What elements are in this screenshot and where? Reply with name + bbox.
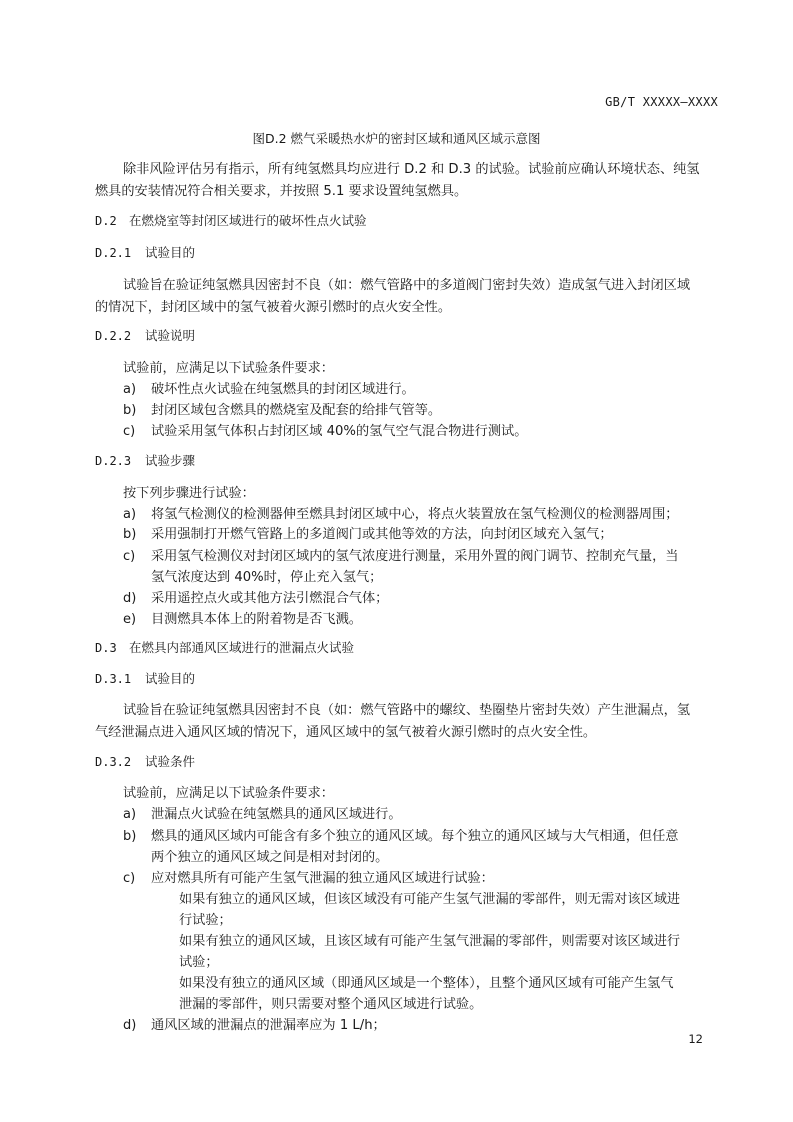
list-text: 采用遥控点火或其他方法引燃混合气体； (151, 591, 389, 606)
list-text: 泄漏点火试验在纯氢燃具的通风区域进行。 (151, 807, 402, 822)
list-label: a) (123, 807, 137, 822)
list-label: b) (123, 829, 137, 844)
list-label: c) (123, 871, 136, 886)
intro-line-1: 除非风险评估另有指示，所有纯氢燃具均应进行 D.2 和 D.3 的试验。试验前应确认环境状态、纯氢 (123, 162, 700, 177)
section-heading-d3 (95, 638, 354, 656)
paragraph-line: 气经泄漏点进入通风区域的情况下，通风区域中的氢气被着火源引燃时的点火安全性。 (95, 725, 597, 740)
list-item-continuation: 两个独立的通风区域之间是相对封闭的。 (151, 850, 389, 865)
sub-item-line: 如果有独立的通风区域，但该区域没有可能产生氢气泄漏的零部件，则无需对该区域进 (179, 892, 681, 907)
section-heading-d2 (95, 211, 367, 229)
list-text: 燃具的通风区域内可能含有多个独立的通风区域。每个独立的通风区域与大气相通，但任意 (151, 829, 679, 844)
figure-caption: 图D.2 燃气采暖热水炉的密封区域和通风区域示意图 (252, 131, 541, 146)
list-item (123, 587, 388, 606)
list-item (123, 1014, 386, 1033)
list-text: 目测燃具本体上的附着物是否飞溅。 (151, 612, 362, 627)
list-text: 应对燃具所有可能产生氢气泄漏的独立通风区域进行试验： (151, 871, 494, 886)
sub-item-line: 试验； (179, 955, 219, 970)
list-label: e) (123, 612, 137, 627)
subsection-title: 试验步骤 (145, 453, 196, 468)
subsection-title: 试验条件 (145, 754, 196, 769)
subsection-number: D.3.2 (95, 755, 132, 769)
list-item (123, 803, 402, 822)
list-item (123, 503, 679, 522)
subsection-number: D.2.2 (95, 329, 132, 343)
list-label: a) (123, 382, 137, 397)
list-item (123, 608, 362, 627)
subsection-number: D.2.3 (95, 454, 132, 468)
subsection-title: 试验目的 (145, 245, 196, 260)
list-text: 将氢气检测仪的检测器伸至燃具封闭区域中心，将点火装置放在氢气检测仪的检测器周围； (151, 507, 679, 522)
document-code: GB/T XXXXX—XXXX (605, 95, 718, 109)
section-number: D.2 (95, 214, 117, 228)
list-label: c) (123, 424, 136, 439)
paragraph-line: 试验旨在验证纯氢燃具因密封不良（如：燃气管路中的多道阀门密封失效）造成氢气进入封闭区域 (123, 278, 691, 293)
paragraph-line: 试验前，应满足以下试验条件要求： (123, 786, 334, 801)
list-text: 破坏性点火试验在纯氢燃具的封闭区域进行。 (151, 382, 415, 397)
list-label: d) (123, 1018, 137, 1033)
sub-item-line: 如果有独立的通风区域，且该区域有可能产生氢气泄漏的零部件，则需要对该区域进行 (179, 934, 681, 949)
list-label: b) (123, 527, 137, 542)
list-label: c) (123, 549, 136, 564)
list-item (123, 825, 679, 844)
subsection-title: 试验目的 (145, 671, 196, 686)
paragraph-line: 按下列步骤进行试验： (123, 486, 255, 501)
page-number: 12 (688, 1032, 703, 1046)
list-item (123, 378, 415, 397)
section-title: 在燃烧室等封闭区域进行的破坏性点火试验 (129, 213, 367, 228)
subsection-number: D.2.1 (95, 246, 132, 260)
list-text: 封闭区域包含燃具的燃烧室及配套的给排气管等。 (151, 403, 442, 418)
subsection-heading-d2-2 (95, 326, 195, 344)
subsection-number: D.3.1 (95, 672, 132, 686)
list-text: 通风区域的泄漏点的泄漏率应为 1 L/h； (151, 1018, 386, 1033)
section-title: 在燃具内部通风区域进行的泄漏点火试验 (129, 640, 355, 655)
sub-item-line: 泄漏的零部件，则只需要对整个通风区域进行试验。 (179, 997, 483, 1012)
list-text: 试验采用氢气体积占封闭区域 40%的氢气空气混合物进行测试。 (151, 424, 528, 439)
paragraph-line: 的情况下，封闭区域中的氢气被着火源引燃时的点火安全性。 (95, 300, 452, 315)
subsection-heading-d3-1 (95, 669, 195, 687)
sub-item-line: 如果没有独立的通风区域（即通风区域是一个整体），且整个通风区域有可能产生氢气 (179, 976, 674, 991)
intro-line-2: 燃具的安装情况符合相关要求，并按照 5.1 要求设置纯氢燃具。 (95, 184, 468, 199)
list-text: 采用强制打开燃气管路上的多道阀门或其他等效的方法，向封闭区域充入氢气； (151, 527, 613, 542)
list-label: d) (123, 591, 137, 606)
section-number: D.3 (95, 641, 117, 655)
subsection-heading-d2-1 (95, 243, 195, 261)
subsection-heading-d2-3 (95, 451, 195, 469)
list-item (123, 420, 527, 439)
list-label: a) (123, 507, 137, 522)
list-item (123, 523, 613, 542)
list-item (123, 545, 679, 564)
list-item (123, 399, 441, 418)
list-item-continuation: 氢气浓度达到 40%时，停止充入氢气； (151, 570, 383, 585)
sub-item-line: 行试验； (179, 913, 232, 928)
list-item (123, 867, 494, 886)
paragraph-line: 试验旨在验证纯氢燃具因密封不良（如：燃气管路中的螺纹、垫圈垫片密封失效）产生泄漏点，氢 (123, 703, 691, 718)
list-text: 采用氢气检测仪对封闭区域内的氢气浓度进行测量，采用外置的阀门调节、控制充气量，当 (151, 549, 679, 564)
subsection-title: 试验说明 (145, 328, 196, 343)
subsection-heading-d3-2 (95, 752, 195, 770)
list-label: b) (123, 403, 137, 418)
paragraph-line: 试验前，应满足以下试验条件要求： (123, 361, 334, 376)
